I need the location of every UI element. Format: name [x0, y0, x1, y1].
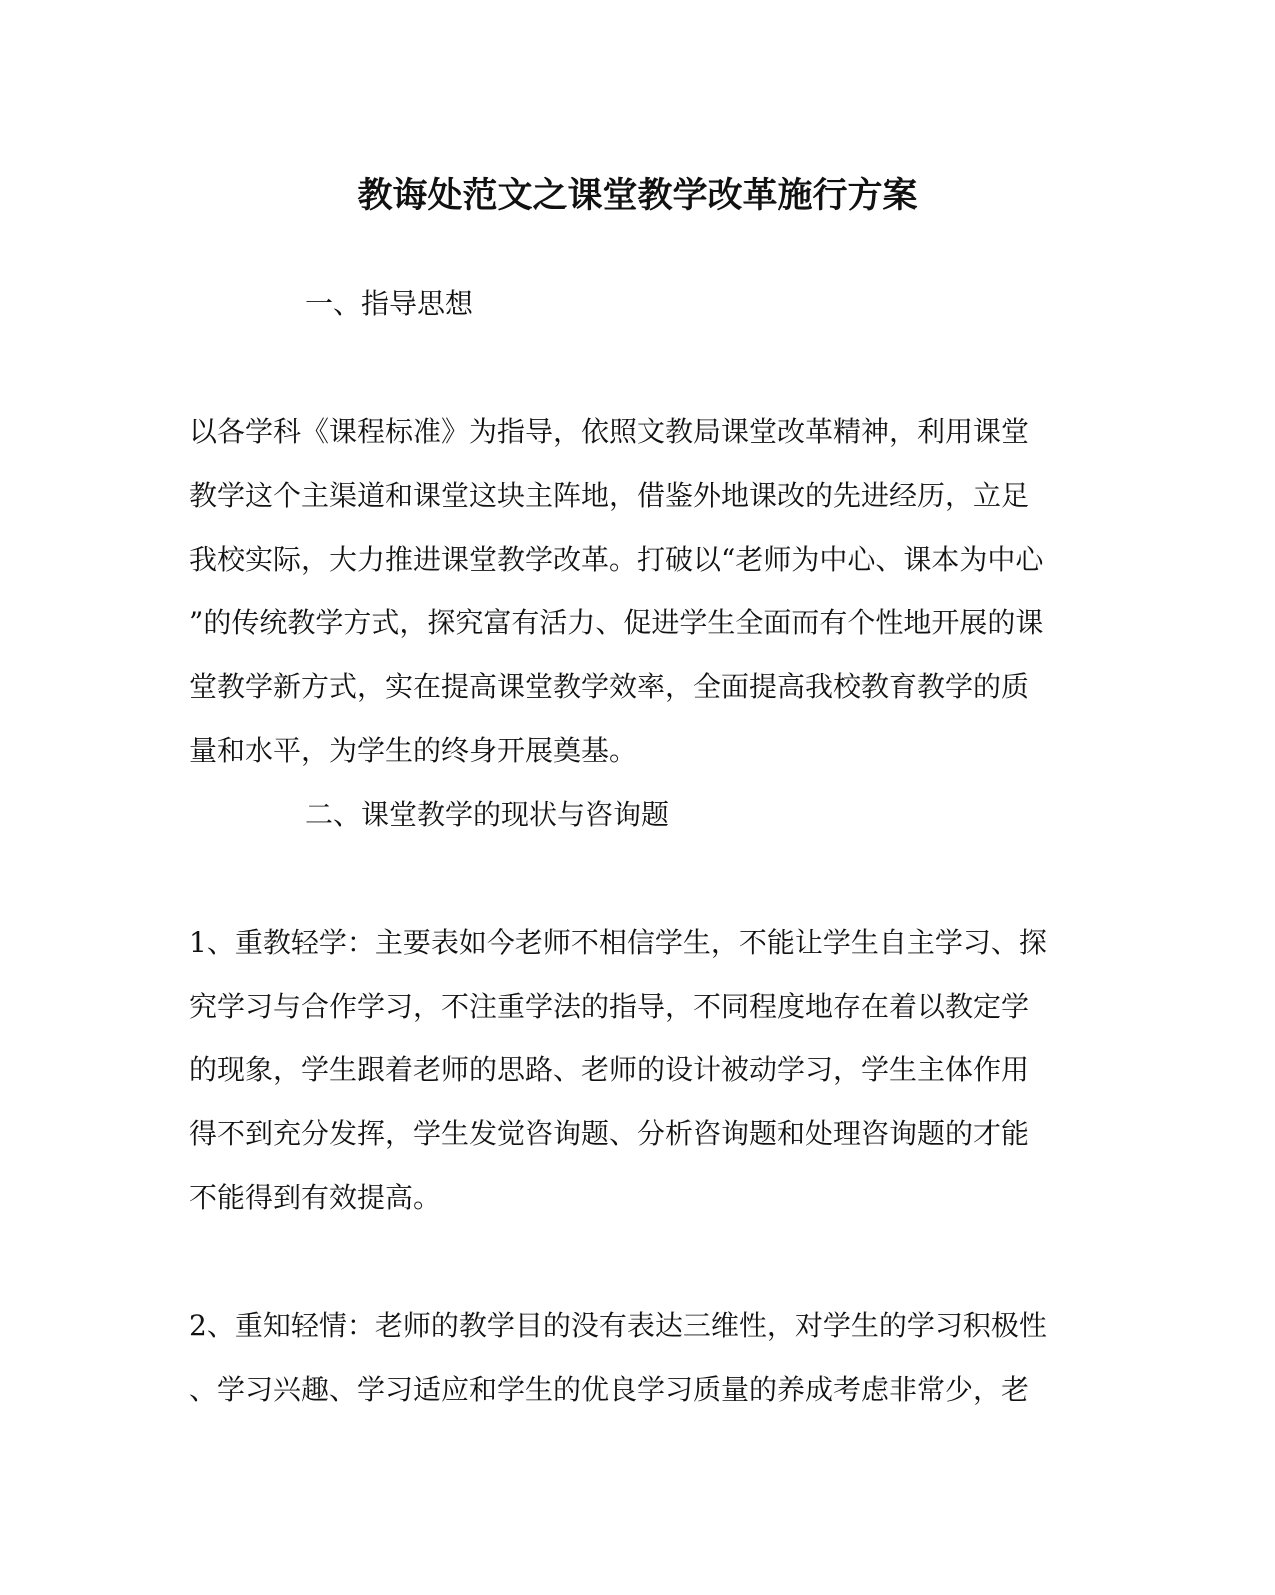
paragraph-line: 我校实际，大力推进课堂教学改革。打破以“老师为中心、课本为中心	[189, 543, 1044, 576]
paragraph-line: 、学习兴趣、学习适应和学生的优良学习质量的养成考虑非常少，老	[189, 1373, 1030, 1406]
paragraph-line: 量和水平，为学生的终身开展奠基。	[189, 734, 638, 767]
document-title: 教诲处范文之课堂教学改革施行方案	[357, 175, 918, 216]
paragraph-line: ”的传统教学方式，探究富有活力、促进学生全面而有个性地开展的课	[189, 606, 1044, 639]
paragraph-line: 1、重教轻学：主要表如今老师不相信学生，不能让学生自主学习、探	[189, 926, 1047, 959]
section-heading-1: 一、指导思想	[305, 287, 474, 320]
paragraph-line: 以各学科《课程标准》为指导，依照文教局课堂改革精神，利用课堂	[189, 415, 1030, 448]
paragraph-line: 堂教学新方式，实在提高课堂教学效率，全面提高我校教育教学的质	[189, 670, 1030, 703]
section-heading-2: 二、课堂教学的现状与咨询题	[305, 798, 670, 831]
paragraph-line: 究学习与合作学习，不注重学法的指导，不同程度地存在着以教定学	[189, 990, 1030, 1023]
paragraph-line: 2、重知轻情：老师的教学目的没有表达三维性，对学生的学习积极性	[189, 1309, 1047, 1342]
paragraph-line: 的现象，学生跟着老师的思路、老师的设计被动学习，学生主体作用	[189, 1053, 1030, 1086]
paragraph-line: 得不到充分发挥，学生发觉咨询题、分析咨询题和处理咨询题的才能	[189, 1117, 1030, 1150]
paragraph-line: 不能得到有效提高。	[189, 1181, 442, 1214]
paragraph-line: 教学这个主渠道和课堂这块主阵地，借鉴外地课改的先进经历，立足	[189, 479, 1030, 512]
